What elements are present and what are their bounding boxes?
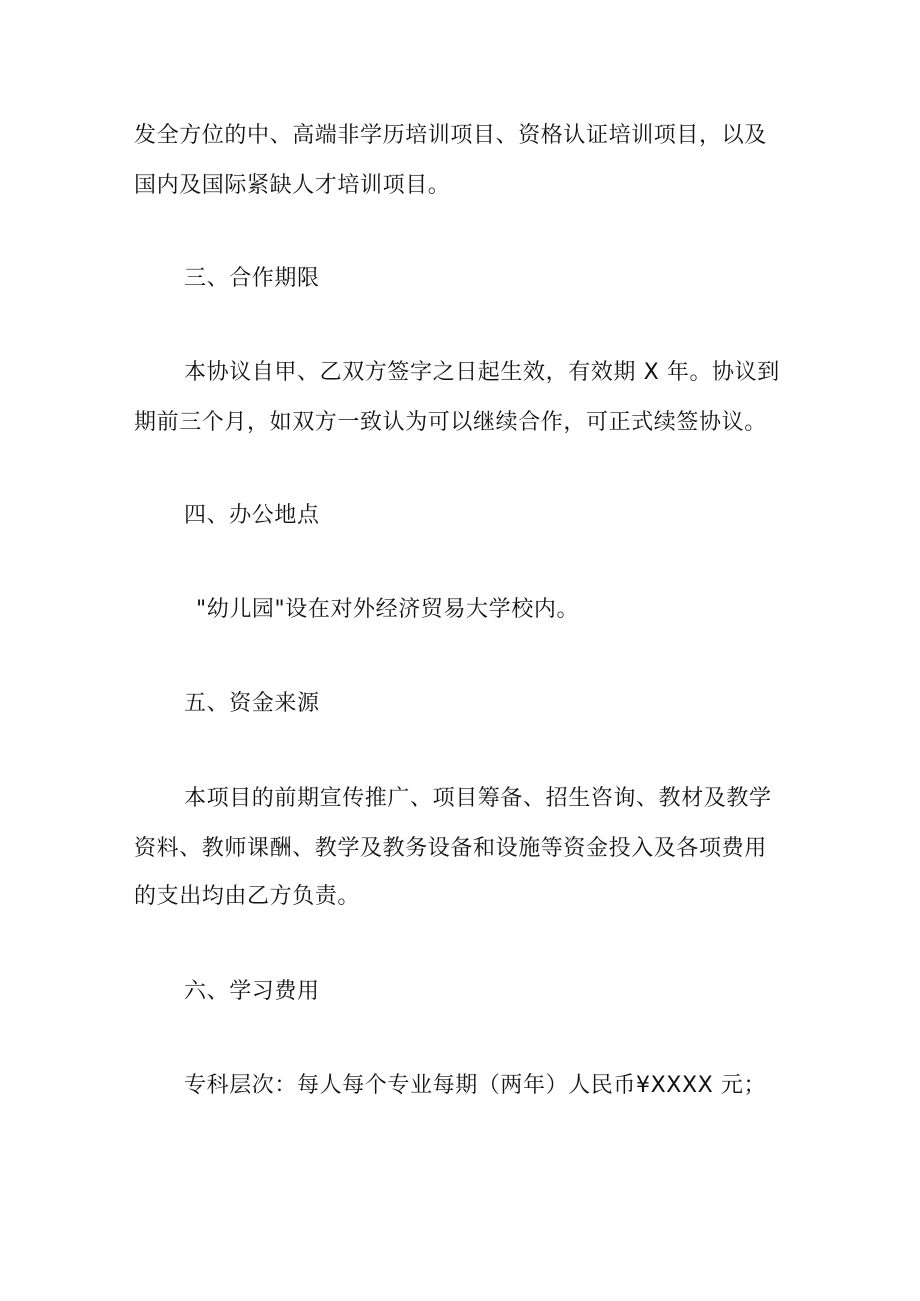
paragraph-line: 资料、教师课酬、教学及教务设备和设施等资金投入及各项费用 bbox=[134, 836, 767, 861]
paragraph-line: 本项目的前期宣传推广、项目筹备、招生咨询、教材及教学 bbox=[184, 786, 772, 811]
paragraph-line: 的支出均由乙方负责。 bbox=[134, 884, 361, 909]
paragraph-line: 发全方位的中、高端非学历培训项目、资格认证培训项目，以及 bbox=[134, 123, 767, 148]
paragraph-line: 专科层次：每人每个专业每期（两年）人民币¥XXXX 元； bbox=[184, 1073, 767, 1098]
section-heading-office: 四、办公地点 bbox=[184, 503, 320, 528]
paragraph-line: 本协议自甲、乙双方签字之日起生效，有效期 X 年。协议到 bbox=[184, 360, 780, 385]
section-heading-fees: 六、学习费用 bbox=[184, 979, 320, 1004]
section-heading-term: 三、合作期限 bbox=[184, 266, 320, 291]
section-heading-funding: 五、资金来源 bbox=[184, 691, 320, 716]
paragraph-line: "幼儿园"设在对外经济贸易大学校内。 bbox=[196, 597, 580, 622]
paragraph-line: 国内及国际紧缺人才培训项目。 bbox=[134, 173, 451, 198]
paragraph-line: 期前三个月，如双方一致认为可以继续合作，可正式续签协议。 bbox=[134, 410, 767, 435]
